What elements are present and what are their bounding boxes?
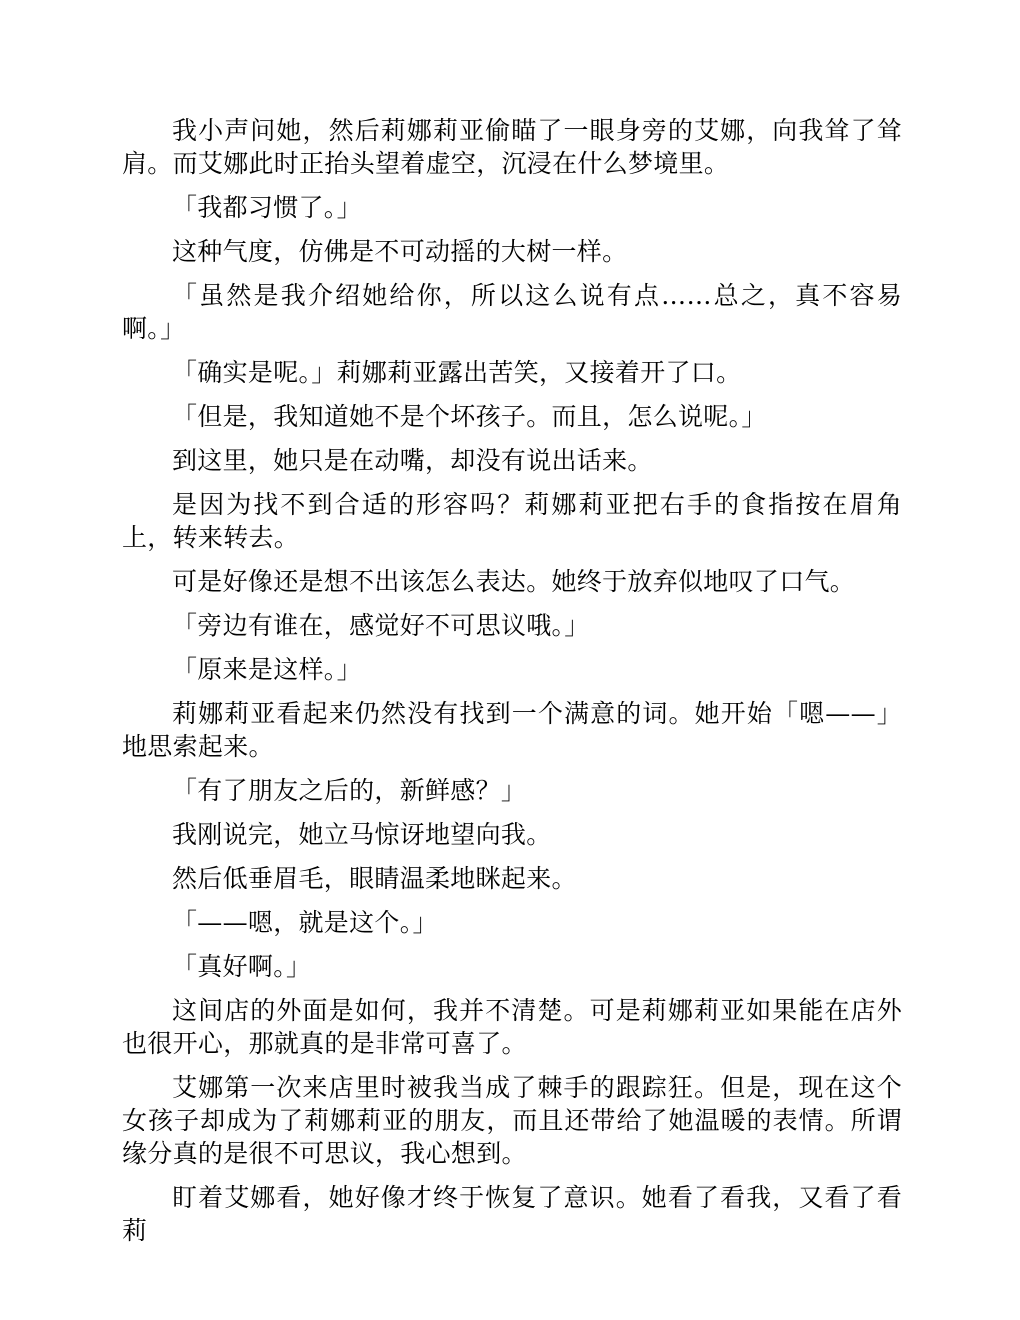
paragraph: 我小声问她，然后莉娜莉亚偷瞄了一眼身旁的艾娜，向我耸了耸肩。而艾娜此时正抬头望着虚空，沉浸在什么梦境里。 xyxy=(122,116,902,178)
paragraph: 「原来是这样。」 xyxy=(172,655,362,684)
paragraph: 可是好像还是想不出该怎么表达。她终于放弃似地叹了口气。 xyxy=(172,567,856,596)
paragraph: 莉娜莉亚看起来仍然没有找到一个满意的词。她开始「嗯——」地思索起来。 xyxy=(122,699,902,761)
paragraph: 「但是，我知道她不是个坏孩子。而且，怎么说呢。」 xyxy=(172,402,767,431)
paragraph: 艾娜第一次来店里时被我当成了棘手的跟踪狂。但是，现在这个女孩子却成为了莉娜莉亚的朋友，而且还带给了她温暖的表情。所谓缘分真的是很不可思议，我心想到。 xyxy=(122,1073,902,1168)
paragraph: 然后低垂眉毛，眼睛温柔地眯起来。 xyxy=(172,864,577,893)
paragraph: 这间店的外面是如何，我并不清楚。可是莉娜莉亚如果能在店外也很开心，那就真的是非常可喜了。 xyxy=(122,996,902,1058)
paragraph: 「真好啊。」 xyxy=(172,952,312,981)
paragraph: 我刚说完，她立马惊讶地望向我。 xyxy=(172,820,552,849)
body-text xyxy=(122,114,902,1258)
paragraph: 是因为找不到合适的形容吗？莉娜莉亚把右手的食指按在眉角上，转来转去。 xyxy=(122,490,902,552)
paragraph: 「虽然是我介绍她给你，所以这么说有点……总之，真不容易啊。」 xyxy=(122,281,902,343)
paragraph: 「有了朋友之后的，新鲜感？」 xyxy=(172,776,527,805)
paragraph: 「旁边有谁在，感觉好不可思议哦。」 xyxy=(172,611,590,640)
paragraph: 到这里，她只是在动嘴，却没有说出话来。 xyxy=(172,446,653,475)
paragraph: 「确实是呢。」莉娜莉亚露出苦笑，又接着开了口。 xyxy=(172,358,742,387)
paragraph: 「我都习惯了。」 xyxy=(172,193,362,222)
paragraph: 盯着艾娜看，她好像才终于恢复了意识。她看了看我，又看了看莉 xyxy=(122,1183,902,1245)
paragraph: 这种气度，仿佛是不可动摇的大树一样。 xyxy=(172,237,628,266)
paragraph: 「——嗯，就是这个。」 xyxy=(172,908,438,937)
